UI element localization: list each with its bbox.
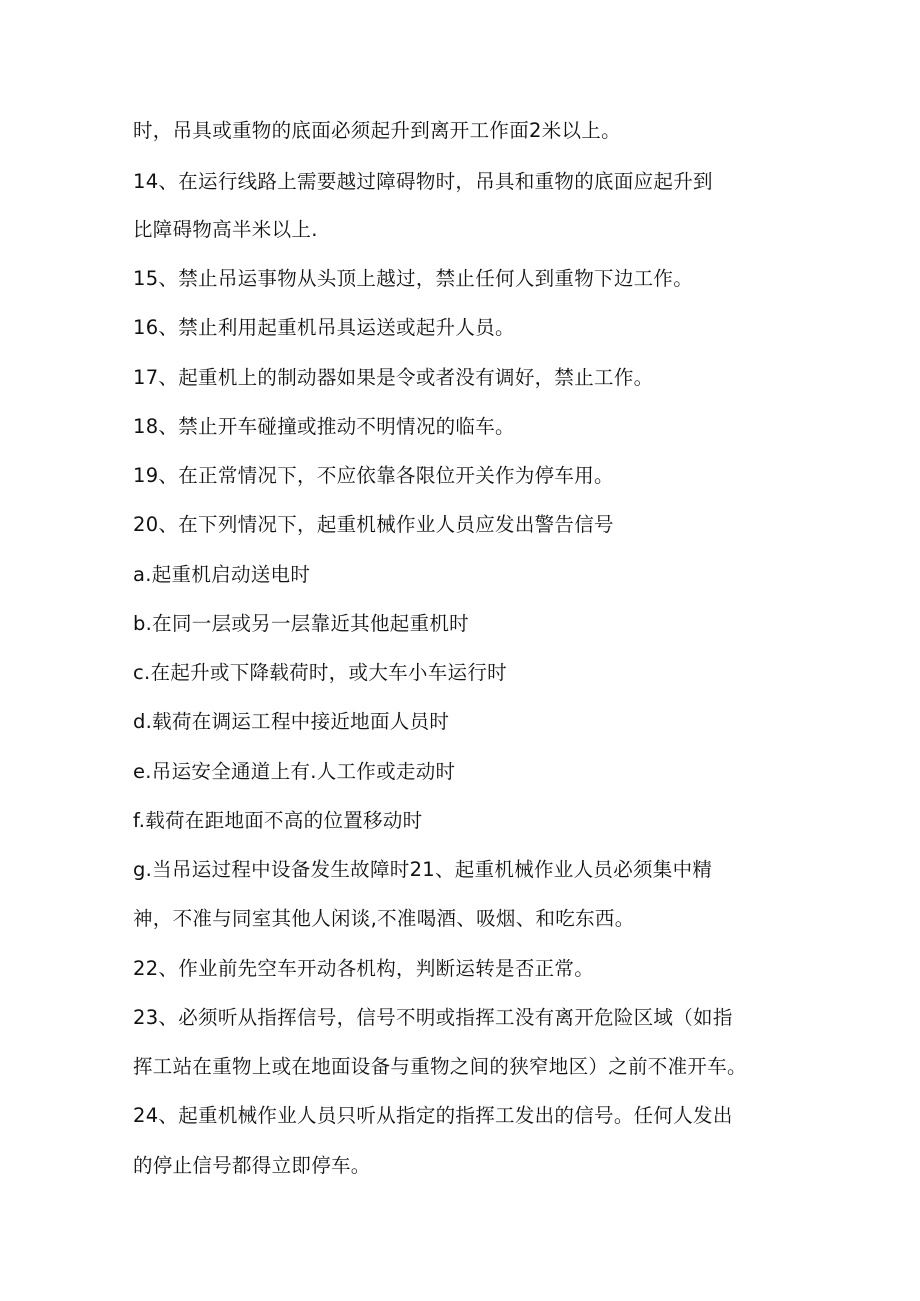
text-line: 18、禁止开车碰撞或推动不明情况的临车。 [133,415,515,438]
text-line: e.吊运安全通道上有.人工作或走动时 [133,760,456,783]
text-line: 的停止信号都得立即停车。 [133,1154,371,1177]
text-line: 时，吊具或重物的底面必须起升到离开工作面2米以上。 [133,119,621,142]
text-line: 比障碍物高半米以上. [133,218,318,241]
text-line: d.载荷在调运工程中接近地面人员时 [133,710,450,733]
text-line: 挥工站在重物上或在地面设备与重物之间的狭窄地区）之前不准开车。 [133,1055,747,1078]
text-line: 神，不准与同室其他人闲谈,不准喝酒、吸烟、和吃东西。 [133,907,635,930]
text-line: 24、起重机械作业人员只听从指定的指挥工发出的信号。任何人发出 [133,1104,733,1127]
text-line: 16、禁止利用起重机吊具运送或起升人员。 [133,316,515,339]
text-line: g.当吊运过程中设备发生故障时21、起重机械作业人员必须集中精 [133,858,713,881]
text-line: 22、作业前先空车开动各机构，判断运转是否正常。 [133,957,595,980]
text-line: b.在同一层或另一层靠近其他起重机时 [133,612,469,635]
text-line: 23、必须听从指挥信号，信号不明或指挥工没有离开危险区域（如指 [133,1006,733,1029]
text-line: a.起重机启动送电时 [133,563,311,586]
text-line: c.在起升或下降载荷时，或大车小车运行时 [133,661,507,684]
text-line: 17、起重机上的制动器如果是令或者没有调好，禁止工作。 [133,366,654,389]
text-line: 14、在运行线路上需要越过障碍物时，吊具和重物的底面应起升到 [133,170,713,193]
text-line: f.载荷在距地面不高的位置移动时 [133,809,423,832]
text-line: 15、禁止吊运事物从头顶上越过，禁止任何人到重物下边工作。 [133,267,694,290]
text-line: 19、在正常情况下，不应依靠各限位开关作为停车用。 [133,464,614,487]
text-line: 20、在下列情况下，起重机械作业人员应发出警告信号 [133,513,614,536]
